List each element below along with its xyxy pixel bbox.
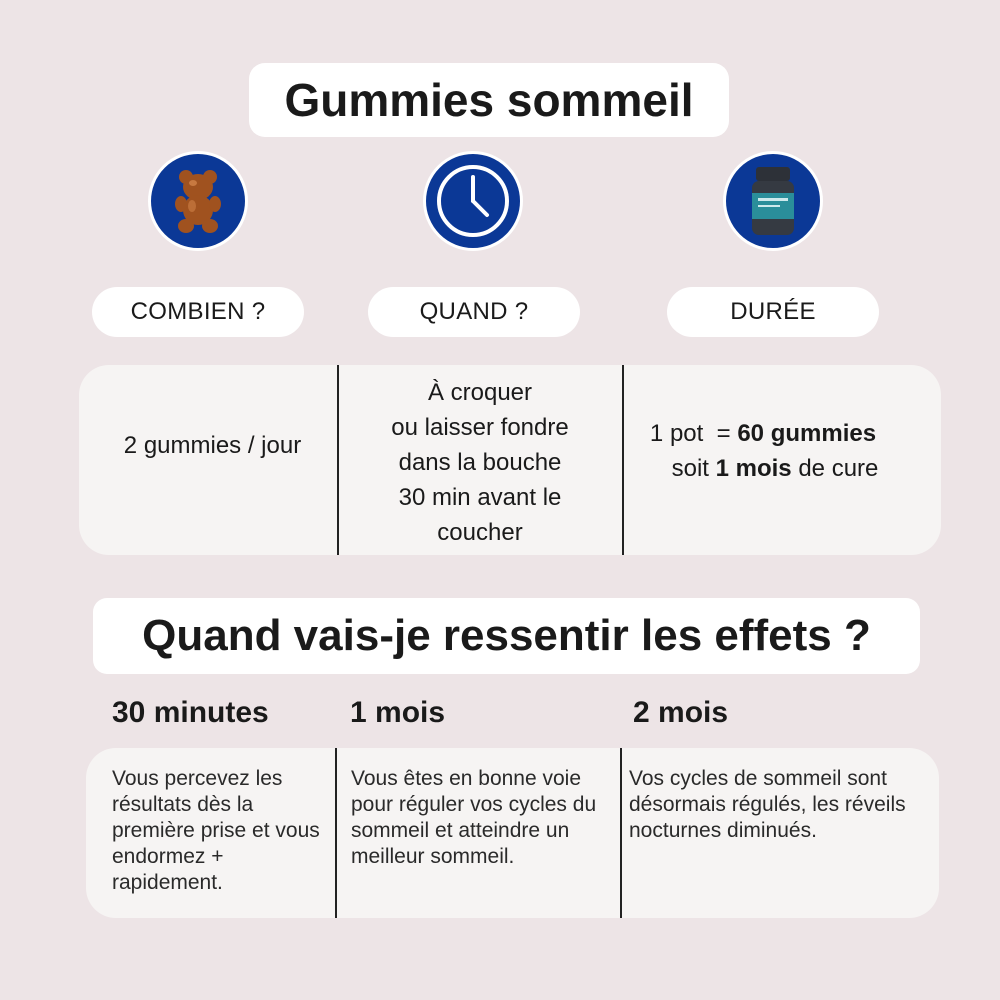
duration-line-2: soit 1 mois de cure: [671, 455, 879, 482]
effect-description: Vous êtes en bonne voie pour réguler vos cycles du sommeil et atteindre un meilleur sommeil.: [351, 767, 597, 868]
timing-line: ou laisser fondre: [391, 414, 569, 441]
timing-line: 30 min avant le: [398, 484, 562, 511]
effects-title: Quand vais-je ressentir les effets ?: [93, 598, 920, 674]
timing-line: dans la bouche: [398, 449, 562, 476]
dose-text: 2 gummies / jour: [123, 431, 302, 459]
divider: [337, 365, 339, 555]
timing-line: À croquer: [427, 379, 533, 406]
gummy-bear-icon: [148, 151, 248, 251]
timing-line: coucher: [437, 519, 523, 546]
duration-text: [625, 365, 925, 555]
effect-description: Vos cycles de sommeil sont désormais régulés, les réveils nocturnes diminués.: [629, 767, 906, 842]
timing-text: [340, 375, 620, 550]
effect-time: 30 minutes: [112, 696, 269, 729]
page-title: Gummies sommeil: [249, 63, 729, 137]
divider: [620, 748, 622, 918]
clock-icon: [423, 151, 523, 251]
divider: [335, 748, 337, 918]
label-duree: DURÉE: [667, 287, 879, 337]
label-quand: QUAND ?: [368, 287, 580, 337]
duration-line-1: 1 pot = 60 gummies: [649, 420, 877, 447]
label-combien: COMBIEN ?: [92, 287, 304, 337]
effect-description: Vous percevez les résultats dès la première prise et vous endormez + rapidement.: [112, 767, 320, 894]
divider: [622, 365, 624, 555]
effect-time: 2 mois: [633, 696, 729, 729]
supplement-jar-icon: [723, 151, 823, 251]
effect-time: 1 mois: [350, 696, 446, 729]
